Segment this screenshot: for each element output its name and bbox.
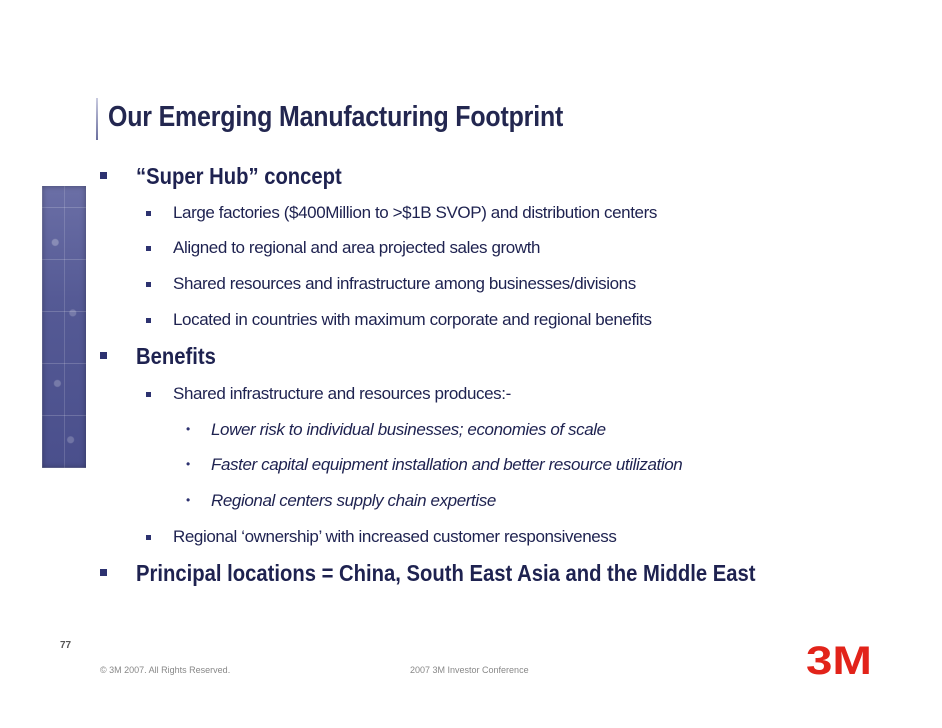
- sub-bullet-text: Regional ‘ownership’ with increased customer responsiveness: [173, 527, 617, 546]
- square-bullet-icon: [100, 352, 107, 359]
- square-bullet-icon: [146, 392, 151, 397]
- slide-title: Our Emerging Manufacturing Footprint: [108, 101, 564, 133]
- sub-sub-bullet-text: Regional centers supply chain expertise: [211, 491, 496, 510]
- slide-number: 77: [60, 640, 72, 651]
- dot-bullet-icon: •: [186, 422, 191, 436]
- dot-bullet-icon: •: [186, 457, 191, 471]
- sub-bullet-text: Shared resources and infrastructure among businesses/divisions: [173, 274, 636, 293]
- square-bullet-icon: [100, 172, 107, 179]
- square-bullet-icon: [146, 318, 151, 323]
- bullet-principal-locations: [100, 560, 840, 587]
- bullet-text: “Super Hub” concept: [136, 163, 342, 189]
- 3m-logo-icon: [806, 640, 874, 680]
- svg-text:3M: 3M: [806, 640, 872, 680]
- sub-sub-bullet-text: Faster capital equipment installation and better resource utilization: [211, 455, 683, 474]
- square-bullet-icon: [146, 282, 151, 287]
- sub-bullet: [146, 274, 636, 294]
- sub-bullet: [146, 238, 540, 258]
- bullet-text: Benefits: [136, 343, 216, 369]
- bullet-super-hub: [100, 163, 370, 190]
- conference-text: 2007 3M Investor Conference: [410, 665, 529, 675]
- sub-sub-bullet-text: Lower risk to individual businesses; economies of scale: [211, 420, 606, 439]
- copyright-text: © 3M 2007. All Rights Reserved.: [100, 665, 231, 675]
- sub-sub-bullet: [186, 455, 682, 475]
- square-bullet-icon: [146, 535, 151, 540]
- square-bullet-icon: [100, 569, 107, 576]
- sub-bullet: [146, 310, 652, 330]
- square-bullet-icon: [146, 211, 151, 216]
- sub-bullet-text: Aligned to regional and area projected sales growth: [173, 238, 541, 257]
- bullet-benefits: [100, 343, 227, 370]
- dot-bullet-icon: •: [186, 493, 191, 507]
- sub-bullet: [146, 527, 617, 547]
- sub-sub-bullet: [186, 420, 606, 440]
- sub-sub-bullet: [186, 491, 496, 511]
- decorative-side-strip: [42, 186, 86, 468]
- bullet-text: Principal locations = China, South East Asia and the Middle East: [136, 560, 756, 586]
- sub-bullet: [146, 384, 511, 404]
- 3m-logo: [806, 640, 874, 680]
- sub-bullet: [146, 203, 657, 223]
- sub-bullet-text: Located in countries with maximum corporate and regional benefits: [173, 310, 652, 329]
- square-bullet-icon: [146, 246, 151, 251]
- sub-bullet-text: Shared infrastructure and resources produces:-: [173, 384, 511, 403]
- sub-bullet-text: Large factories ($400Million to >$1B SVOP) and distribution centers: [173, 203, 657, 222]
- title-accent-rule: [96, 98, 98, 140]
